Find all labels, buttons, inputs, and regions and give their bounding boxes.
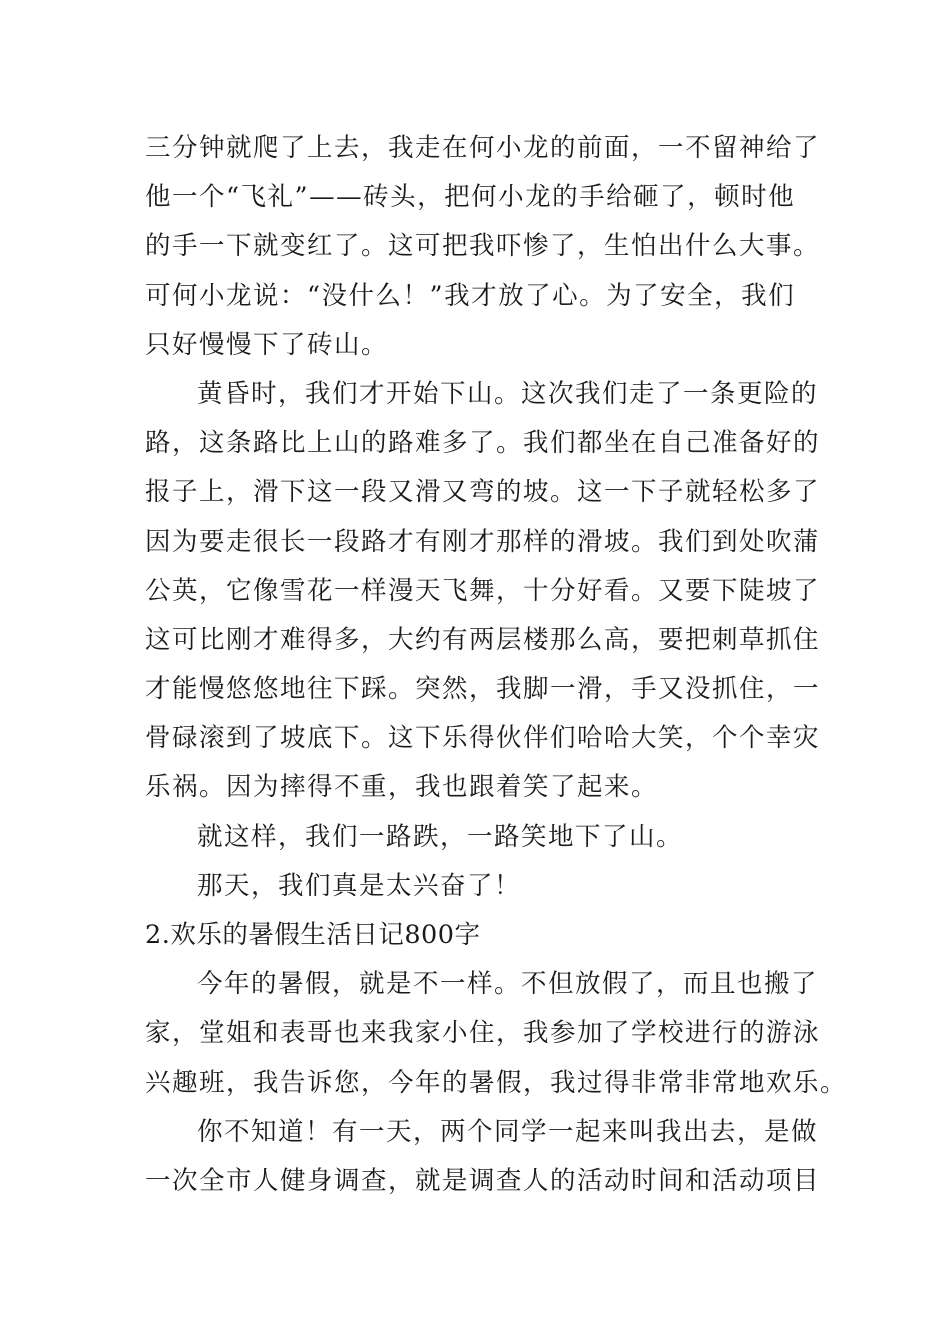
paragraph-start-line: 你不知道！有一天，两个同学一起来叫我出去，是做 <box>197 1116 819 1147</box>
paragraph-start-line: 今年的暑假，就是不一样。不但放假了，而且也搬了 <box>197 969 819 1000</box>
text-line: 路，这条路比上山的路难多了。我们都坐在自己准备好的 <box>145 428 821 459</box>
text-line: 一次全市人健身调查，就是调查人的活动时间和活动项目 <box>145 1165 821 1196</box>
text-line: 因为要走很长一段路才有刚才那样的滑坡。我们到处吹蒲 <box>145 526 821 557</box>
text-line: 公英，它像雪花一样漫天飞舞，十分好看。又要下陡坡了 <box>145 575 821 606</box>
text-line: 这可比刚才难得多，大约有两层楼那么高，要把刺草抓住 <box>145 624 821 655</box>
paragraph-start-line: 就这样，我们一路跌，一路笑地下了山。 <box>197 821 684 852</box>
section-heading: 2.欢乐的暑假生活日记800字 <box>145 920 481 950</box>
text-line: 报子上，滑下这一段又滑又弯的坡。这一下子就轻松多了 <box>145 477 821 508</box>
text-line: 三分钟就爬了上去，我走在何小龙的前面，一不留神给了 <box>145 133 821 163</box>
text-line: 可何小龙说：“没什么！”我才放了心。为了安全，我们 <box>145 280 796 311</box>
text-line: 乐祸。因为摔得不重，我也跟着笑了起来。 <box>145 772 659 803</box>
text-line: 他一个“飞礼”——砖头，把何小龙的手给砸了，顿时他 <box>145 182 796 213</box>
text-line: 只好慢慢下了砖山。 <box>145 329 389 360</box>
text-line: 骨碌滚到了坡底下。这下乐得伙伴们哈哈大笑，个个幸灾 <box>145 723 821 754</box>
text-line: 家，堂姐和表哥也来我家小住，我参加了学校进行的游泳 <box>145 1018 821 1049</box>
body-text <box>145 124 848 1206</box>
text-line: 才能慢悠悠地往下踩。突然，我脚一滑，手又没抓住，一 <box>145 674 821 705</box>
text-line: 的手一下就变红了。这可把我吓惨了，生怕出什么大事。 <box>145 231 821 262</box>
text-line: 兴趣班，我告诉您，今年的暑假，我过得非常非常地欢乐。 <box>145 1067 848 1098</box>
paragraph-start-line: 那天，我们真是太兴奋了！ <box>197 870 522 901</box>
paragraph-start-line: 黄昏时，我们才开始下山。这次我们走了一条更险的 <box>197 378 819 409</box>
